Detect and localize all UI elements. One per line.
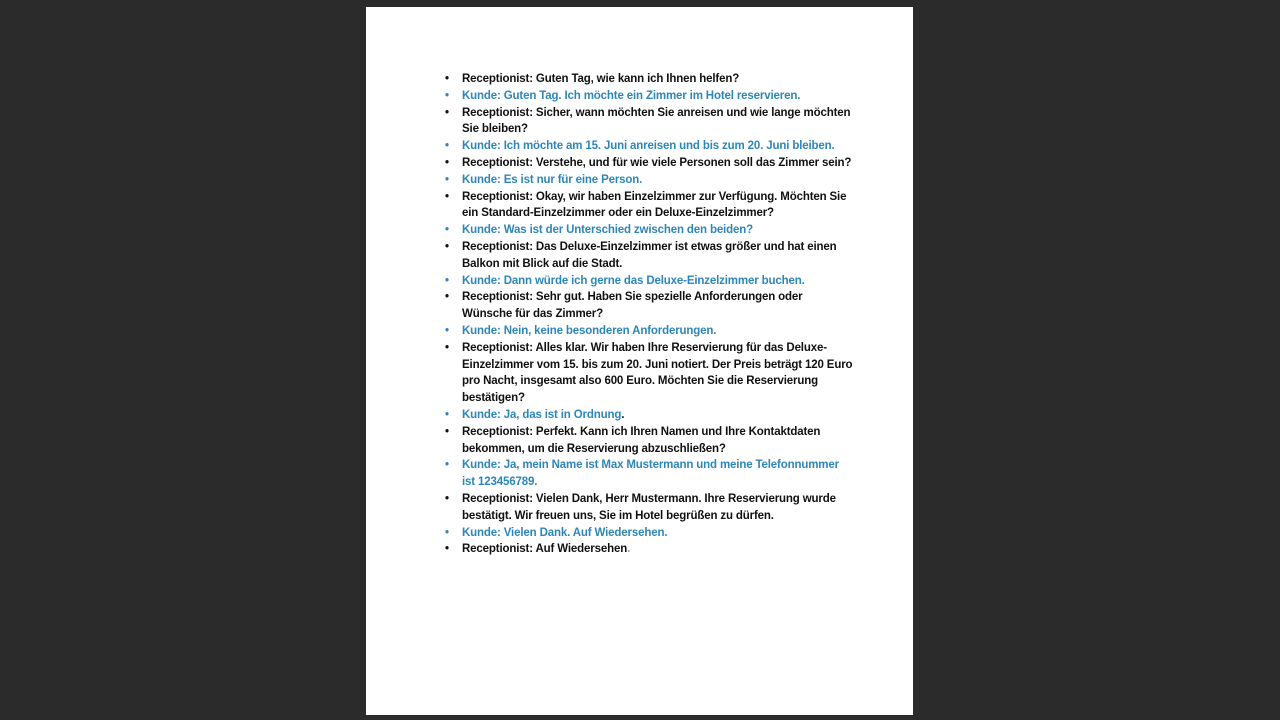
dialogue-line-receptionist xyxy=(444,289,854,323)
line-text: Kunde: Es ist nur für eine Person. xyxy=(462,173,643,186)
dialogue-line-kunde xyxy=(444,457,854,491)
dialogue-line-receptionist xyxy=(444,340,854,407)
document-page xyxy=(366,7,913,715)
dialogue-line-receptionist xyxy=(444,541,854,558)
dialogue-line-kunde xyxy=(444,273,854,290)
line-text: Receptionist: Das Deluxe-Einzelzimmer ist etwas größer und hat einen Balkon mit Blick auf die Stadt. xyxy=(462,240,837,270)
line-text: Receptionist: Guten Tag, wie kann ich Ihnen helfen? xyxy=(462,73,740,85)
line-tail: . xyxy=(627,543,631,556)
line-text: Receptionist: Okay, wir haben Einzelzimmer zur Verfügung. Möchten Sie ein Standard-Einzelzimmer oder ein Deluxe-Einzelzimmer? xyxy=(462,190,847,220)
dialogue-line-kunde xyxy=(444,88,854,105)
line-text: Receptionist: Perfekt. Kann ich Ihren Namen und Ihre Kontaktdaten bekommen, um die Reservierung abzuschließen? xyxy=(462,425,821,455)
dialogue-list xyxy=(444,71,854,558)
dialogue-line-kunde xyxy=(444,407,854,424)
dialogue-line-receptionist xyxy=(444,105,854,139)
dialogue-line-receptionist xyxy=(444,155,854,172)
dialogue-line-kunde xyxy=(444,525,854,542)
dialogue-line-receptionist xyxy=(444,239,854,273)
dialogue-line-receptionist xyxy=(444,71,854,88)
dialogue-line-kunde xyxy=(444,172,854,189)
dialogue-line-kunde xyxy=(444,222,854,239)
dialogue-line-kunde xyxy=(444,323,854,340)
line-text: Kunde: Ja, mein Name ist Max Mustermann und meine Telefonnummer ist 123456789. xyxy=(462,459,839,489)
dialogue-line-receptionist xyxy=(444,424,854,458)
line-text: Kunde: Was ist der Unterschied zwischen den beiden? xyxy=(462,224,753,237)
line-tail: . xyxy=(621,408,625,421)
line-text: Receptionist: Verstehe, und für wie viele Personen soll das Zimmer sein? xyxy=(462,156,852,169)
line-text: Kunde: Dann würde ich gerne das Deluxe-Einzelzimmer buchen. xyxy=(462,274,805,287)
line-text: Kunde: Nein, keine besonderen Anforderungen. xyxy=(462,324,717,337)
line-text: Receptionist: Vielen Dank, Herr Mustermann. Ihre Reservierung wurde bestätigt. Wir freuen uns, Sie im Hotel begrüßen zu dürfen. xyxy=(462,492,836,522)
dialogue-line-kunde xyxy=(444,138,854,155)
line-text: Receptionist: Auf Wiedersehen xyxy=(462,543,628,556)
line-text: Kunde: Vielen Dank. Auf Wiedersehen. xyxy=(462,526,668,539)
line-text: Receptionist: Alles klar. Wir haben Ihre Reservierung für das Deluxe-Einzelzimmer vom 15. bis zum 20. Juni notiert. Der Preis beträgt 120 Euro pro Nacht, insgesamt also 600 Euro. Möchten Sie die Reservierung bestätigen? xyxy=(462,341,853,405)
line-text: Kunde: Guten Tag. Ich möchte ein Zimmer im Hotel reservieren. xyxy=(462,89,801,102)
line-text: Kunde: Ja, das ist in Ordnung xyxy=(462,408,622,421)
line-text: Receptionist: Sehr gut. Haben Sie spezielle Anforderungen oder Wünsche für das Zimmer? xyxy=(462,291,803,321)
line-text: Receptionist: Sicher, wann möchten Sie anreisen und wie lange möchten Sie bleiben? xyxy=(462,106,851,136)
dialogue-line-receptionist xyxy=(444,491,854,525)
line-text: Kunde: Ich möchte am 15. Juni anreisen und bis zum 20. Juni bleiben. xyxy=(462,140,835,153)
dialogue-line-receptionist xyxy=(444,189,854,223)
